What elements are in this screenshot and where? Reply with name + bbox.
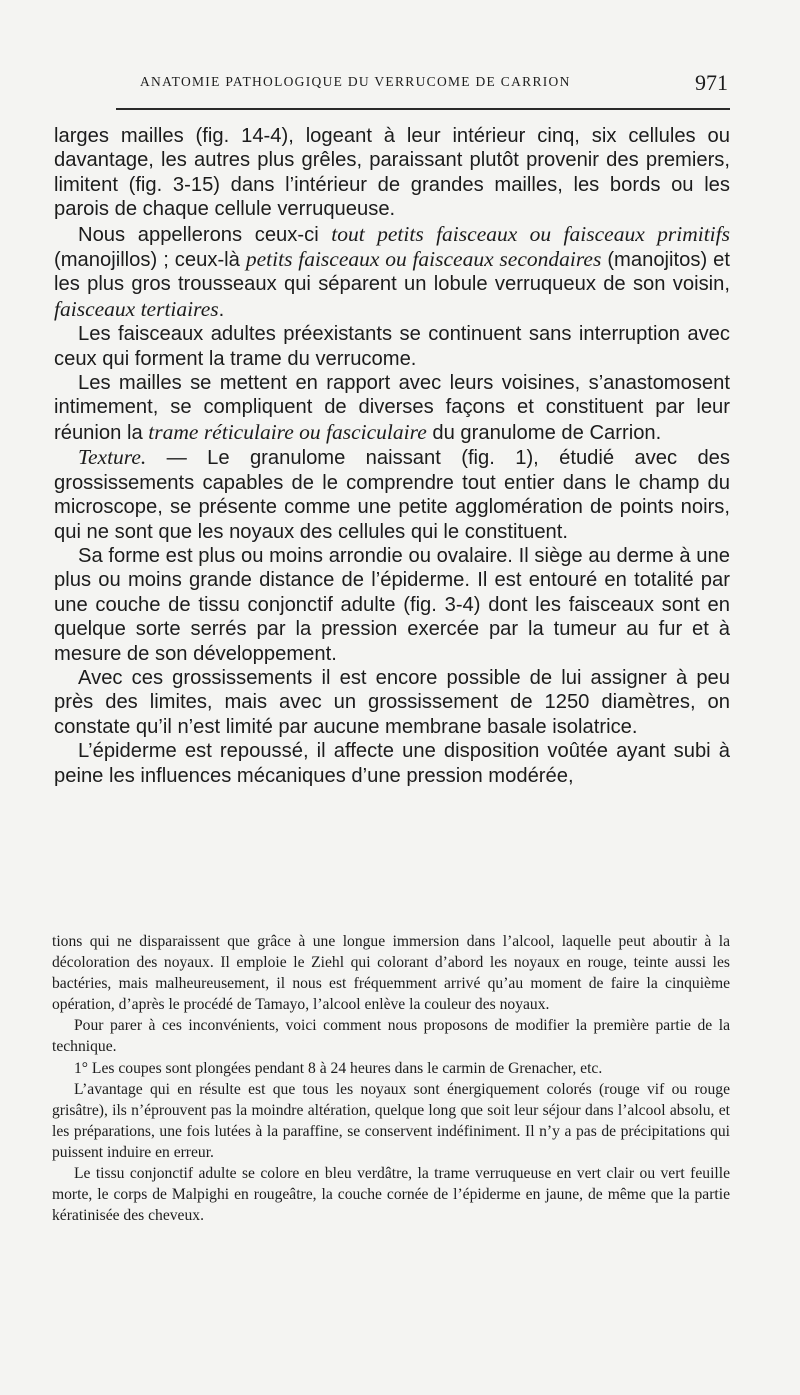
paragraph-continued: larges mailles (fig. 14-4), logeant à leur intérieur cinq, six cellules ou davantage, les autres plus grêles, paraissant plutôt provenir des premiers, limitent (fig. 3-15) dans l’intérieur de grandes mailles, les bords ou les parois de chaque cellule verruqueuse. [54, 125, 730, 221]
footnotes [52, 931, 730, 1226]
footnote-paragraph: L’avantage qui en résulte est que tous les noyaux sont énergiquement colorés (rouge vif ou rouge grisâtre), ils n’éprouvent pas la moindre altération, quelque long que soit leur séjour dans l’alcool absolu, et les préparations, une fois lutées à la paraffine, se conservent indéfiniment. Il n’y a pas de précipitations qui puissent induire en erreur. [52, 1080, 730, 1161]
text-run: (manojitos) et les plus gros trousseaux qui séparent un lobule verruqueux de son voisin, [54, 249, 731, 296]
text-run: — Le granulome naissant (fig. 1), étudié avec des grossissements capables de le comprendre tout entier dans le champ du microscope, se présente comme une petite agglomération de points noirs, qui ne sont que les noyaux des cellules qui le constituent. [54, 447, 730, 543]
footnote-paragraph: Pour parer à ces inconvénients, voici comment nous proposons de modifier la première partie de la technique. [52, 1017, 730, 1056]
running-title: ANATOMIE PATHOLOGIQUE DU VERRUCOME DE CARRION [140, 74, 571, 89]
page-header [140, 70, 730, 96]
text-run: (manojillos) ; ceux-là [54, 249, 246, 272]
italic-term: petits faisceaux ou faisceaux secondaires [245, 247, 602, 272]
paragraph-forme: Sa forme est plus ou moins arrondie ou ovalaire. Il siège au derme à une plus ou moins grande distance de l’épiderme. Il est entouré en totalité par une couche de tissu conjonctif adulte (fig. 3-4) dont les faisceaux sont en quelque sorte serrés par la pression exercée par la tumeur au fur et à mesure de son développement. [54, 544, 730, 665]
page-number: 971 [695, 70, 728, 95]
italic-term: trame réticulaire ou fasciculaire [148, 419, 427, 444]
header-rule [116, 108, 730, 110]
italic-term: tout petits faisceaux ou faisceaux primitifs [331, 221, 730, 246]
paragraph-adult-faisceaux: Les faisceaux adultes préexistants se continuent sans interruption avec ceux qui forment la trame du verrucome. [54, 323, 730, 370]
footnote-paragraph: 1° Les coupes sont plongées pendant 8 à 24 heures dans le carmin de Grenacher, etc. [74, 1059, 603, 1077]
italic-term: faisceaux tertiaires [54, 296, 219, 321]
main-text [54, 124, 730, 788]
paragraph-texture [54, 445, 730, 544]
text-run: . [218, 298, 225, 321]
paragraph-faisceaux-names [54, 222, 730, 323]
paragraph-mailles [54, 371, 730, 445]
text-run: Les mailles se mettent en rapport avec leurs voisines, s’anastomosent intimement, se compliquent de diverses façons et constituent par leur réunion la [54, 372, 730, 444]
section-heading-texture: Texture. [78, 445, 147, 470]
paragraph-grossissements: Avec ces grossissements il est encore possible de lui assigner à peu près des limites, mais avec un grossissement de 1250 diamètres, on constate qu’il n’est limité par aucune membrane basale isolatrice. [54, 666, 730, 738]
text-run: Nous appellerons ceux-ci [78, 223, 332, 246]
footnote-continued: tions qui ne disparaissent que grâce à une longue immersion dans l’alcool, laquelle peut aboutir à la décoloration des noyaux. Il emploie le Ziehl qui colorant d’abord les noyaux en rouge, teinte aussi les bactéries, mais malheureusement, il nous est fréquemment arrivé qu’au moment de faire la cinquième opération, d’après le procédé de Tamayo, l’alcool enlève la couleur des noyaux. [52, 933, 730, 1014]
paragraph-epiderme: L’épiderme est repoussé, il affecte une disposition voûtée ayant subi à peine les influences mécaniques d’une pression modérée, [54, 740, 730, 787]
footnote-paragraph: Le tissu conjonctif adulte se colore en bleu verdâtre, la trame verruqueuse en vert clair ou vert feuille morte, le corps de Malpighi en rougeâtre, la couche cornée de l’épiderme en jaune, de même que la partie kératinisée des cheveux. [52, 1165, 730, 1225]
text-run: du granulome de Carrion. [426, 421, 662, 444]
